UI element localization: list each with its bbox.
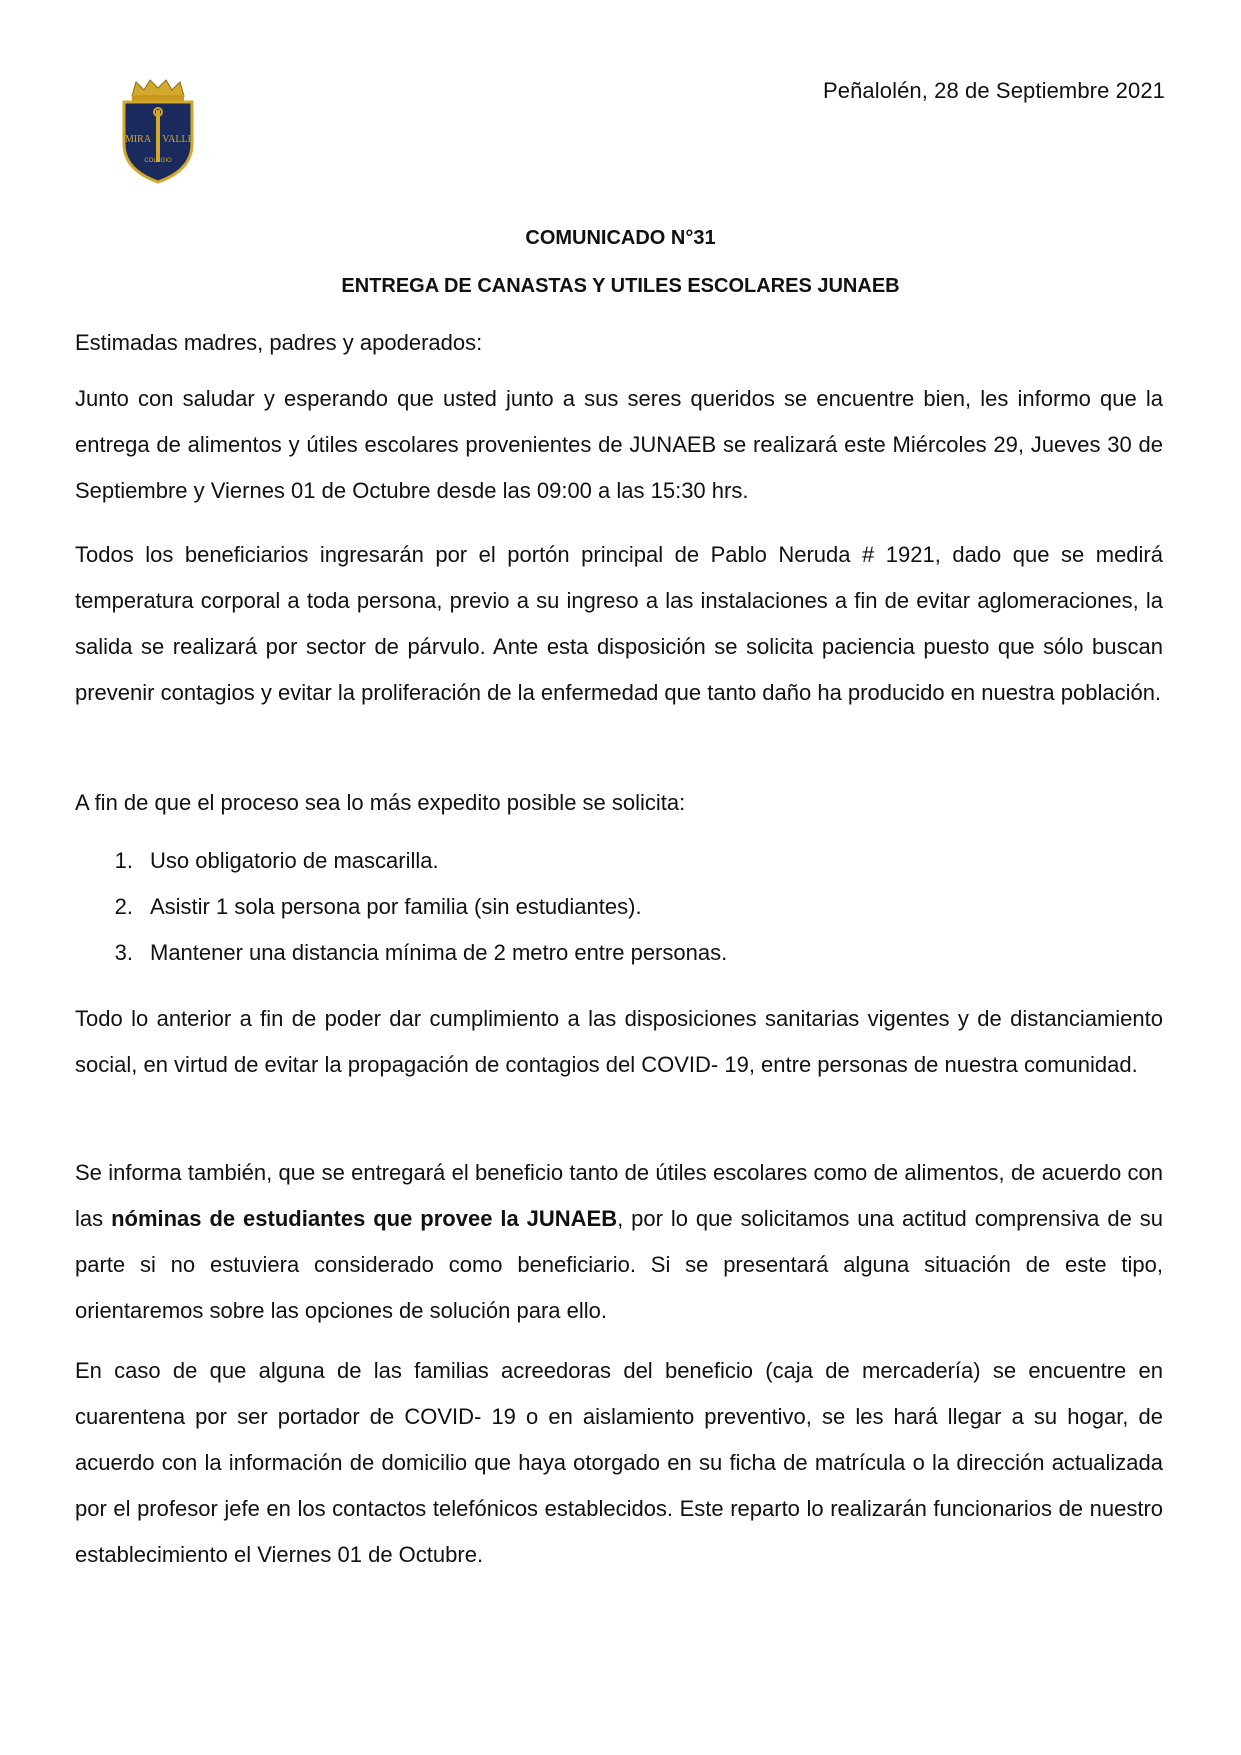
svg-text:VALLE: VALLE <box>162 134 194 145</box>
paragraph-delivery-schedule: Junto con saludar y esperando que usted junto a sus seres queridos se encuentre bien, les informo que la entrega de alimentos y útiles escolares provenientes de JUNAEB se realizará este Miércoles 29, Jueves 30 de Septiembre y Viernes 01 de Octubre desde las 09:00 a las 15:30 hrs. <box>75 386 1163 503</box>
communique-subject-title: ENTREGA DE CANASTAS Y UTILES ESCOLARES JUNAEB <box>341 275 900 297</box>
school-crest-logo <box>118 78 198 184</box>
list-item-number: 2. <box>114 894 133 919</box>
requirements-list <box>75 838 1163 976</box>
paragraph-benefit-info: Se informa también, que se entregará el beneficio tanto de útiles escolares como de alimentos, de acuerdo con las nóminas de estudiantes que provee la JUNAEB, por lo que solicitamos una actitud comprensiva de su parte si no estuviera considerado como beneficiario. Si se presentará alguna situación de este tipo, orientaremos sobre las opciones de solución para ello. <box>75 1160 1163 1323</box>
communique-number-title: COMUNICADO N°31 <box>525 227 716 249</box>
list-item-number: 3. <box>114 940 133 965</box>
list-item-text: Mantener una distancia mínima de 2 metro entre personas. <box>150 940 728 965</box>
paragraph-home-delivery: En caso de que alguna de las familias acreedoras del beneficio (caja de mercadería) se encuentre en cuarentena por ser portador de COVID- 19 o en aislamiento preventivo, se les hará llegar a su hogar, de acuerdo con la información de domicilio que haya otorgado en su ficha de matrícula o la dirección actualizada por el profesor jefe en los contactos telefónicos establecidos. Este reparto lo realizarán funcionarios de nuestro establecimiento el Viernes 01 de Octubre. <box>75 1358 1163 1567</box>
document-date: Peñalolén, 28 de Septiembre 2021 <box>822 78 1165 103</box>
bold-highlight: nóminas de estudiantes que provee la JUNAEB <box>111 1206 618 1231</box>
paragraph-requests-intro: A fin de que el proceso sea lo más expedito posible se solicita: <box>75 790 686 815</box>
paragraph-entry-instructions: Todos los beneficiarios ingresarán por el portón principal de Pablo Neruda # 1921, dado que se medirá temperatura corporal a toda persona, previo a su ingreso a las instalaciones a fin de evitar aglomeraciones, la salida se realizará por sector de párvulo. Ante esta disposición se solicita paciencia puesto que sólo buscan prevenir contagios y evitar la proliferación de la enfermedad que tanto daño ha producido en nuestra población. <box>75 542 1163 705</box>
list-item-text: Uso obligatorio de mascarilla. <box>150 848 439 873</box>
svg-text:COLEGIO: COLEGIO <box>144 158 172 164</box>
paragraph-sanitary-compliance: Todo lo anterior a fin de poder dar cumplimiento a las disposiciones sanitarias vigentes y de distanciamiento social, en virtud de evitar la propagación de contagios del COVID- 19, entre personas de nuestra comunidad. <box>75 1006 1163 1077</box>
list-item-text: Asistir 1 sola persona por familia (sin estudiantes). <box>150 894 642 919</box>
list-item <box>75 838 1163 884</box>
list-item-number: 1. <box>114 848 133 873</box>
svg-text:MIRA: MIRA <box>124 134 152 145</box>
list-item <box>75 884 1163 930</box>
list-item <box>75 930 1163 976</box>
salutation: Estimadas madres, padres y apoderados: <box>75 330 483 355</box>
